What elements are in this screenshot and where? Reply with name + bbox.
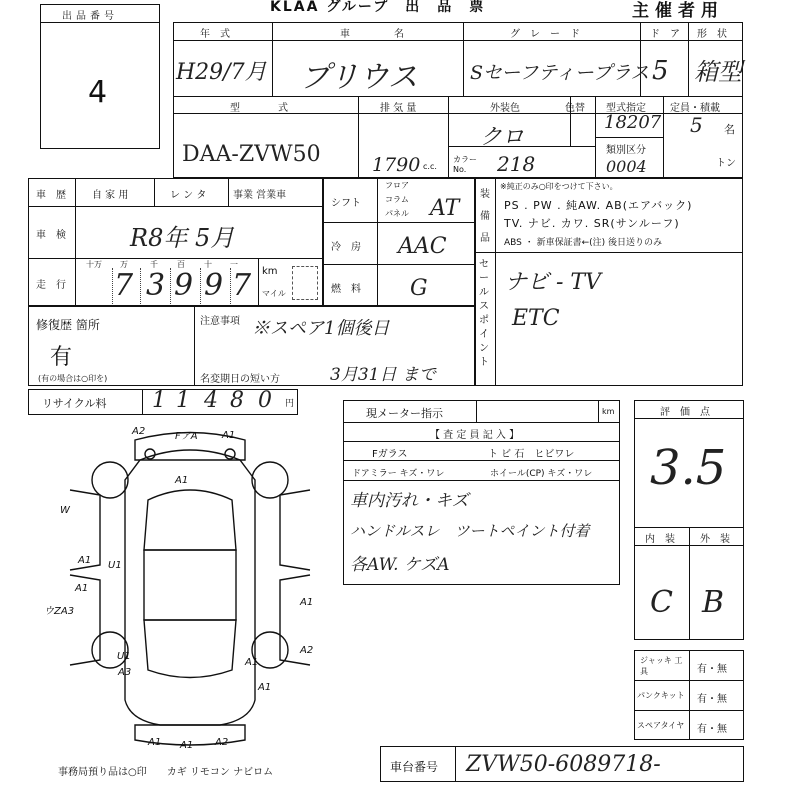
sales-point-label: セールスポイント [479, 259, 489, 368]
engine-unit: c.c. [423, 162, 437, 171]
class-label: 類別区分 [606, 145, 646, 156]
inspector-comment1: 車内汚れ・キズ [350, 491, 469, 511]
grade-label: グ レ ー ド [510, 29, 580, 40]
jack-label: ジャッキ 工 具 [640, 656, 691, 676]
equipment-label: 装備品 [480, 189, 490, 244]
damage-mark: A1 [258, 682, 272, 693]
equipment-line2: TV. ナビ. カワ. SR(サンルーフ) [504, 217, 680, 230]
keys-note: 事務局預り品は○印 カギ リモコン ナビロム [58, 767, 274, 778]
mileage-label: 走 行 [36, 280, 66, 291]
repair-value: 有 [50, 345, 73, 370]
capacity-label: 定員・積載 [670, 103, 720, 114]
color-code-label: カラー No. [453, 155, 477, 174]
model-spec-value: 18207 [604, 112, 662, 133]
inspector-section-label: 【 査 定 員 記 入 】 [430, 430, 520, 441]
equipment-note: ※純正のみ○印をつけて下さい。 [500, 182, 618, 191]
exterior-value: B [702, 585, 725, 620]
form-title: KLAA グループ 出 品 票 [270, 0, 486, 15]
model-label: 型 式 [230, 103, 294, 114]
wheel-label: ホイール(CP) キズ・ワレ [490, 469, 593, 479]
mileage-digit-heads: 十万 万 千 百 十 一 [86, 260, 238, 269]
puncture-option: 有・無 [697, 694, 727, 705]
recycle-digit: 4 [204, 388, 218, 413]
puncture-label: パンクキット [637, 691, 685, 700]
inspection-label: 車 検 [36, 230, 66, 241]
lot-number: 4 [88, 75, 108, 110]
sales-point-line2: ETC [512, 306, 560, 331]
recycle-digit: 1 [152, 388, 166, 413]
chassis-value: ZVW50-6089718- [466, 752, 661, 777]
damage-mark: A1 [78, 555, 92, 566]
model-value: DAA-ZVW50 [182, 142, 321, 167]
score-label: 評 価 点 [660, 407, 710, 418]
shift-value: AT [430, 196, 460, 221]
repair-label: 修復歴 箇所 [36, 318, 100, 332]
mileage-digit: 3 [146, 268, 166, 303]
damage-mark: U1 [108, 560, 122, 571]
grade-value: Sセーフティープラス [470, 62, 650, 84]
damage-mark: A2 [300, 645, 314, 656]
class-value: 0004 [606, 157, 647, 176]
color-code-value: 218 [497, 152, 536, 176]
recycle-digit: 8 [230, 388, 244, 413]
km-label: km [262, 266, 278, 277]
mileage-digit: 9 [174, 268, 194, 303]
damage-mark: FアA [175, 431, 198, 442]
recycle-digit: 1 [176, 388, 190, 413]
score-value: 3.5 [650, 440, 727, 496]
damage-mark: A3 [118, 667, 132, 678]
door-value: 5 [652, 56, 669, 86]
jack-option: 有・無 [697, 664, 727, 675]
glass-label: Fガラス [372, 449, 408, 460]
mileage-digit: 9 [204, 268, 224, 303]
equipment-line1: PS . PW . 純AW. AB(エアバック) [504, 199, 693, 212]
repair-note: (有の場合は○印を) [38, 374, 108, 383]
damage-mark: ウZA3 [44, 606, 75, 617]
capacity-unit: 名 [724, 123, 735, 136]
ac-value: AAC [398, 234, 447, 259]
meter-unit: km [602, 407, 615, 416]
ac-label: 冷 房 [331, 242, 361, 253]
mileage-digit: 7 [232, 268, 252, 303]
color-label: 外装色 [490, 103, 520, 114]
chassis-label: 車台番号 [390, 760, 439, 774]
damage-mark: A1 [148, 737, 162, 748]
mile-checkbox [292, 266, 318, 300]
shape-value: 箱型 [694, 58, 742, 86]
inspection-value: R8年 5月 [130, 224, 235, 252]
mileage-digit: 7 [114, 268, 134, 303]
mile-label: マイル [262, 289, 286, 298]
inspector-comment2: ハンドルスレ ツートペイント付着 [350, 522, 590, 540]
interior-value: C [650, 585, 673, 620]
shape-label: 形 状 [697, 29, 727, 40]
fuel-value: G [410, 276, 428, 301]
shift-column: コラム [385, 195, 409, 204]
engine-value: 1790 [372, 154, 421, 176]
shift-label: シフト [331, 198, 361, 209]
lot-label: 出品番号 [62, 11, 118, 22]
year-label: 年 式 [200, 29, 230, 40]
equipment-line3: ABS ・ 新車保証書←(注) 後日送りのみ [504, 238, 663, 248]
damage-mark: A1 [180, 740, 194, 751]
shift-floor: フロア [385, 181, 409, 190]
history-rental: レ ン タ [170, 190, 207, 201]
meter-label: 現メーター指示 [366, 407, 443, 420]
notes-value: ※スペア1個後日 [252, 318, 390, 339]
damage-mark: A2 [132, 426, 146, 437]
interior-label: 内 装 [645, 534, 675, 545]
history-private: 自 家 用 [92, 190, 129, 201]
sales-point-line1: ナビ - TV [505, 270, 601, 295]
car-name-value: プリウス [300, 60, 418, 95]
shift-panel: パネル [385, 209, 409, 218]
damage-mark: U1 [117, 651, 131, 662]
notes-label: 注意事項 [200, 316, 240, 327]
name-label: 車 名 [340, 29, 412, 40]
damage-mark: A1 [245, 657, 259, 668]
capacity-value: 5 [690, 113, 703, 137]
damage-mark: A1 [75, 583, 89, 594]
color-change-label: 色替 [565, 103, 585, 114]
deadline-label: 名変期日の短い方 [200, 374, 280, 385]
inspector-comment3: 各AW. ケズA [350, 555, 450, 575]
glass-options: ト ビ 石 ヒビワレ [488, 449, 575, 460]
color-value: クロ [480, 125, 525, 150]
damage-mark: W [60, 505, 70, 516]
damage-mark: A1 [175, 475, 189, 486]
door-label: ド ア [650, 29, 680, 40]
spare-label: スペアタイヤ [637, 721, 685, 730]
mirror-label: ドアミラー キズ・ワレ [352, 469, 445, 479]
damage-mark: A2 [215, 737, 229, 748]
history-business: 事業 営業車 [233, 190, 287, 201]
recycle-label: リサイクル料 [42, 397, 107, 410]
history-label: 車 歴 [36, 190, 66, 201]
model-spec-label: 型式指定 [606, 103, 646, 114]
year-value: H29/7月 [176, 60, 267, 85]
damage-mark: A1 [222, 430, 236, 441]
fuel-label: 燃 料 [331, 284, 361, 295]
spare-option: 有・無 [697, 724, 727, 735]
engine-label: 排 気 量 [380, 103, 417, 114]
ton-unit: トン [716, 158, 736, 169]
organizer-label: 主催者用 [632, 1, 724, 21]
exterior-label: 外 装 [700, 534, 730, 545]
damage-mark: A1 [300, 597, 314, 608]
recycle-digit: 0 [258, 388, 272, 413]
recycle-unit: 円 [285, 399, 295, 409]
deadline-value: 3月31日 まで [330, 365, 436, 385]
